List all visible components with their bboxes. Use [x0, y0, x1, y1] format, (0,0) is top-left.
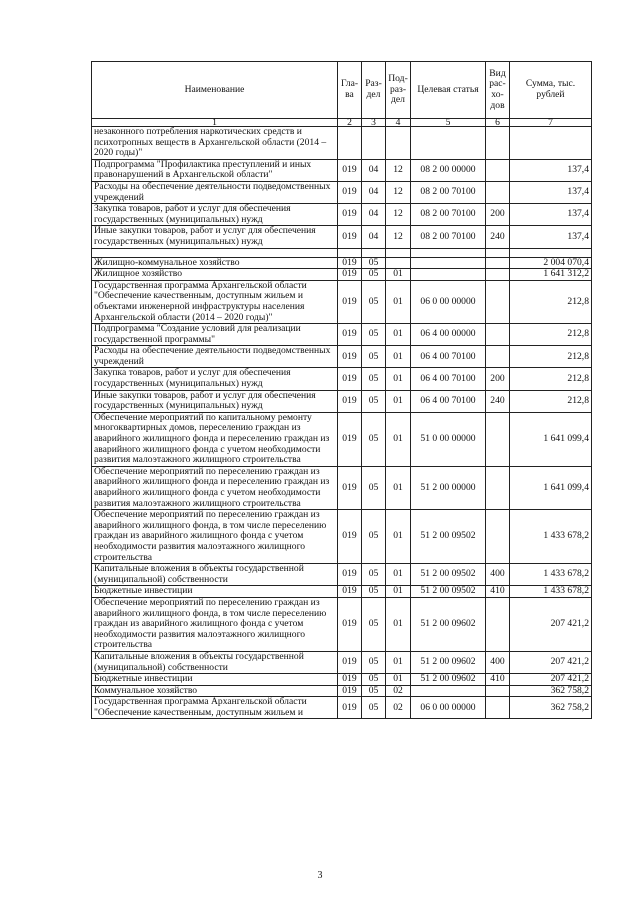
row-podrazdel-cell: 01 — [386, 510, 411, 564]
table-row — [92, 597, 592, 651]
row-glava-cell: 019 — [338, 674, 362, 686]
row-glava-cell: 019 — [338, 564, 362, 586]
row-glava-cell: 019 — [338, 159, 362, 181]
row-vid-cell: 240 — [486, 226, 510, 248]
row-vid-cell: 200 — [486, 204, 510, 226]
table-row — [92, 127, 592, 160]
row-podrazdel-cell: 01 — [386, 651, 411, 673]
row-glava-cell: 019 — [338, 324, 362, 346]
row-name-cell: Государственная программа Архангельской области "Обеспечение качественным, доступным жильем и — [92, 697, 338, 719]
column-number: 3 — [362, 119, 386, 127]
row-glava-cell: 019 — [338, 204, 362, 226]
row-glava-cell: 019 — [338, 651, 362, 673]
row-razdel-cell: 05 — [362, 510, 386, 564]
table-row — [92, 564, 592, 586]
row-vid-cell: 410 — [486, 586, 510, 598]
row-summa-cell: 207 421,2 — [510, 597, 592, 651]
row-vid-cell: 400 — [486, 651, 510, 673]
row-name-cell: Иные закупки товаров, работ и услуг для обеспечения государственных (муниципальных) нужд — [92, 226, 338, 248]
row-razdel-cell — [362, 248, 386, 257]
row-summa-cell: 1 641 312,2 — [510, 269, 592, 281]
row-glava-cell: 019 — [338, 390, 362, 412]
row-name-cell: Коммунальное хозяйство — [92, 685, 338, 697]
row-summa-cell: 1 433 678,2 — [510, 586, 592, 598]
table-row — [92, 257, 592, 269]
row-summa-cell: 212,8 — [510, 368, 592, 390]
table-row — [92, 412, 592, 466]
row-name-cell: Подпрограмма "Создание условий для реализации государственной программы" — [92, 324, 338, 346]
row-vid-cell — [486, 412, 510, 466]
table-row — [92, 586, 592, 598]
row-glava-cell: 019 — [338, 368, 362, 390]
row-vid-cell — [486, 597, 510, 651]
column-number: 7 — [510, 119, 592, 127]
table-row — [92, 280, 592, 323]
row-celevaya-cell — [411, 127, 486, 160]
row-glava-cell: 019 — [338, 181, 362, 203]
header-summa: Сумма, тыс. рублей — [510, 62, 592, 119]
row-summa-cell: 207 421,2 — [510, 651, 592, 673]
row-podrazdel-cell: 01 — [386, 597, 411, 651]
row-glava-cell: 019 — [338, 586, 362, 598]
row-name-cell: Обеспечение мероприятий по переселению граждан из аварийного жилищного фонда, в том числе переселению граждан из аварийного жилищного фонда с учетом необходимости развития малоэтажного жилищного строительства — [92, 597, 338, 651]
table-body — [92, 127, 592, 719]
row-name-cell: Закупка товаров, работ и услуг для обеспечения государственных (муниципальных) нужд — [92, 204, 338, 226]
row-celevaya-cell — [411, 257, 486, 269]
row-celevaya-cell: 08 2 00 70100 — [411, 181, 486, 203]
table-row — [92, 685, 592, 697]
row-razdel-cell: 04 — [362, 226, 386, 248]
table-row — [92, 346, 592, 368]
row-vid-cell — [486, 697, 510, 719]
table-row — [92, 324, 592, 346]
table-row — [92, 159, 592, 181]
row-summa-cell: 1 641 099,4 — [510, 466, 592, 509]
row-glava-cell: 019 — [338, 466, 362, 509]
table-header-row — [92, 62, 592, 119]
row-celevaya-cell: 51 2 00 09502 — [411, 586, 486, 598]
row-summa-cell: 137,4 — [510, 159, 592, 181]
row-podrazdel-cell: 01 — [386, 412, 411, 466]
row-podrazdel-cell: 01 — [386, 390, 411, 412]
row-name-cell: Расходы на обеспечение деятельности подведомственных учреждений — [92, 346, 338, 368]
row-glava-cell: 019 — [338, 685, 362, 697]
row-podrazdel-cell: 01 — [386, 674, 411, 686]
row-glava-cell: 019 — [338, 597, 362, 651]
row-podrazdel-cell: 12 — [386, 226, 411, 248]
row-glava-cell — [338, 127, 362, 160]
row-razdel-cell: 04 — [362, 181, 386, 203]
row-glava-cell: 019 — [338, 412, 362, 466]
row-razdel-cell: 04 — [362, 159, 386, 181]
row-podrazdel-cell: 01 — [386, 368, 411, 390]
row-razdel-cell: 05 — [362, 390, 386, 412]
page-number: 3 — [317, 870, 323, 881]
row-name-cell: Обеспечение мероприятий по переселению граждан из аварийного жилищного фонда, в том числе переселению граждан из аварийного жилищного фонда с учетом необходимости развития малоэтажного жилищного строительства — [92, 510, 338, 564]
table-row — [92, 181, 592, 203]
row-podrazdel-cell — [386, 248, 411, 257]
table-row — [92, 466, 592, 509]
row-celevaya-cell — [411, 685, 486, 697]
row-celevaya-cell — [411, 248, 486, 257]
row-razdel-cell: 05 — [362, 257, 386, 269]
row-celevaya-cell: 08 2 00 70100 — [411, 204, 486, 226]
row-razdel-cell: 05 — [362, 412, 386, 466]
row-celevaya-cell: 51 2 00 09502 — [411, 510, 486, 564]
row-name-cell: Жилищное хозяйство — [92, 269, 338, 281]
row-summa-cell: 2 004 070,4 — [510, 257, 592, 269]
row-vid-cell — [486, 159, 510, 181]
row-podrazdel-cell: 01 — [386, 280, 411, 323]
row-summa-cell: 362 758,2 — [510, 685, 592, 697]
budget-table — [91, 61, 592, 719]
row-celevaya-cell: 06 0 00 00000 — [411, 697, 486, 719]
row-name-cell: Иные закупки товаров, работ и услуг для обеспечения государственных (муниципальных) нужд — [92, 390, 338, 412]
row-razdel-cell: 05 — [362, 697, 386, 719]
row-celevaya-cell: 51 2 00 09602 — [411, 597, 486, 651]
row-razdel-cell: 04 — [362, 204, 386, 226]
row-name-cell: Закупка товаров, работ и услуг для обеспечения государственных (муниципальных) нужд — [92, 368, 338, 390]
row-name-cell: Обеспечение мероприятий по переселению граждан из аварийного жилищного фонда и переселению граждан из аварийного жилищного фонда с учетом необходимости развития малоэтажного жилищного строительства — [92, 466, 338, 509]
row-podrazdel-cell: 01 — [386, 586, 411, 598]
header-vid: Вид рас-хо-дов — [486, 62, 510, 119]
row-glava-cell: 019 — [338, 280, 362, 323]
row-celevaya-cell: 51 2 00 00000 — [411, 466, 486, 509]
row-summa-cell: 137,4 — [510, 181, 592, 203]
row-celevaya-cell: 06 4 00 70100 — [411, 346, 486, 368]
column-number: 1 — [92, 119, 338, 127]
row-glava-cell — [338, 248, 362, 257]
row-summa-cell — [510, 127, 592, 160]
row-podrazdel-cell — [386, 127, 411, 160]
table-row — [92, 226, 592, 248]
row-name-cell: Расходы на обеспечение деятельности подведомственных учреждений — [92, 181, 338, 203]
table-row — [92, 204, 592, 226]
row-summa-cell: 1 433 678,2 — [510, 564, 592, 586]
row-vid-cell — [486, 346, 510, 368]
row-celevaya-cell — [411, 269, 486, 281]
row-celevaya-cell: 51 2 00 09502 — [411, 564, 486, 586]
row-vid-cell: 240 — [486, 390, 510, 412]
table-row — [92, 697, 592, 719]
table-row — [92, 269, 592, 281]
row-razdel-cell: 05 — [362, 324, 386, 346]
row-glava-cell: 019 — [338, 269, 362, 281]
row-name-cell: Бюджетные инвестиции — [92, 586, 338, 598]
table-row — [92, 651, 592, 673]
row-razdel-cell: 05 — [362, 685, 386, 697]
row-vid-cell: 400 — [486, 564, 510, 586]
row-vid-cell — [486, 280, 510, 323]
row-razdel-cell: 05 — [362, 466, 386, 509]
row-podrazdel-cell: 12 — [386, 181, 411, 203]
row-summa-cell: 212,8 — [510, 280, 592, 323]
row-celevaya-cell: 08 2 00 00000 — [411, 159, 486, 181]
column-number: 5 — [411, 119, 486, 127]
row-podrazdel-cell: 01 — [386, 564, 411, 586]
row-vid-cell: 410 — [486, 674, 510, 686]
row-vid-cell — [486, 248, 510, 257]
table-row — [92, 390, 592, 412]
row-vid-cell — [486, 466, 510, 509]
row-razdel-cell: 05 — [362, 269, 386, 281]
header-glava: Гла-ва — [338, 62, 362, 119]
row-razdel-cell: 05 — [362, 674, 386, 686]
row-podrazdel-cell: 12 — [386, 204, 411, 226]
table-row — [92, 674, 592, 686]
header-name: Наименование — [92, 62, 338, 119]
row-celevaya-cell: 06 0 00 00000 — [411, 280, 486, 323]
row-razdel-cell: 05 — [362, 651, 386, 673]
row-celevaya-cell: 51 2 00 09602 — [411, 651, 486, 673]
row-name-cell: Бюджетные инвестиции — [92, 674, 338, 686]
table-row — [92, 248, 592, 257]
row-vid-cell — [486, 510, 510, 564]
row-celevaya-cell: 06 4 00 70100 — [411, 368, 486, 390]
row-summa-cell: 1 641 099,4 — [510, 412, 592, 466]
row-podrazdel-cell: 02 — [386, 685, 411, 697]
row-podrazdel-cell — [386, 257, 411, 269]
row-razdel-cell: 05 — [362, 346, 386, 368]
row-celevaya-cell: 51 0 00 00000 — [411, 412, 486, 466]
row-name-cell — [92, 248, 338, 257]
row-summa-cell — [510, 248, 592, 257]
row-podrazdel-cell: 01 — [386, 269, 411, 281]
row-summa-cell: 212,8 — [510, 390, 592, 412]
header-podrazdel: Под-раз-дел — [386, 62, 411, 119]
row-vid-cell — [486, 127, 510, 160]
row-name-cell: Государственная программа Архангельской области "Обеспечение качественным, доступным жильем и объектами инженерной инфраструктуры населения Архангельской области (2014 – 2020 годы)" — [92, 280, 338, 323]
row-celevaya-cell: 08 2 00 70100 — [411, 226, 486, 248]
header-razdel: Раз-дел — [362, 62, 386, 119]
row-vid-cell — [486, 324, 510, 346]
row-podrazdel-cell: 01 — [386, 346, 411, 368]
row-celevaya-cell: 06 4 00 70100 — [411, 390, 486, 412]
row-name-cell: Жилищно-коммунальное хозяйство — [92, 257, 338, 269]
row-glava-cell: 019 — [338, 346, 362, 368]
row-glava-cell: 019 — [338, 510, 362, 564]
row-razdel-cell — [362, 127, 386, 160]
row-podrazdel-cell: 01 — [386, 324, 411, 346]
row-name-cell: незаконного потребления наркотических средств и психотропных веществ в Архангельской области (2014 – 2020 годы)" — [92, 127, 338, 160]
row-razdel-cell: 05 — [362, 564, 386, 586]
row-summa-cell: 212,8 — [510, 324, 592, 346]
column-number: 2 — [338, 119, 362, 127]
row-name-cell: Обеспечение мероприятий по капитальному ремонту многоквартирных домов, переселению граждан из аварийного жилищного фонда и переселению граждан из аварийного жилищного фонда с учетом необходимости развития малоэтажного жилищного строительства — [92, 412, 338, 466]
row-glava-cell: 019 — [338, 257, 362, 269]
row-summa-cell: 137,4 — [510, 204, 592, 226]
row-summa-cell: 207 421,2 — [510, 674, 592, 686]
row-razdel-cell: 05 — [362, 280, 386, 323]
table-row — [92, 510, 592, 564]
row-summa-cell: 362 758,2 — [510, 697, 592, 719]
row-podrazdel-cell: 12 — [386, 159, 411, 181]
row-razdel-cell: 05 — [362, 597, 386, 651]
row-podrazdel-cell: 02 — [386, 697, 411, 719]
column-number: 4 — [386, 119, 411, 127]
row-razdel-cell: 05 — [362, 368, 386, 390]
row-glava-cell: 019 — [338, 697, 362, 719]
row-vid-cell — [486, 257, 510, 269]
row-summa-cell: 137,4 — [510, 226, 592, 248]
row-razdel-cell: 05 — [362, 586, 386, 598]
row-name-cell: Капитальные вложения в объекты государственной (муниципальной) собственности — [92, 651, 338, 673]
row-celevaya-cell: 51 2 00 09602 — [411, 674, 486, 686]
row-vid-cell — [486, 685, 510, 697]
column-number: 6 — [486, 119, 510, 127]
row-celevaya-cell: 06 4 00 00000 — [411, 324, 486, 346]
row-vid-cell — [486, 181, 510, 203]
row-summa-cell: 212,8 — [510, 346, 592, 368]
row-vid-cell — [486, 269, 510, 281]
row-summa-cell: 1 433 678,2 — [510, 510, 592, 564]
table-row — [92, 368, 592, 390]
row-podrazdel-cell: 01 — [386, 466, 411, 509]
header-celevaya: Целевая статья — [411, 62, 486, 119]
row-vid-cell: 200 — [486, 368, 510, 390]
row-name-cell: Подпрограмма "Профилактика преступлений и иных правонарушений в Архангельской области" — [92, 159, 338, 181]
row-name-cell: Капитальные вложения в объекты государственной (муниципальной) собственности — [92, 564, 338, 586]
row-glava-cell: 019 — [338, 226, 362, 248]
